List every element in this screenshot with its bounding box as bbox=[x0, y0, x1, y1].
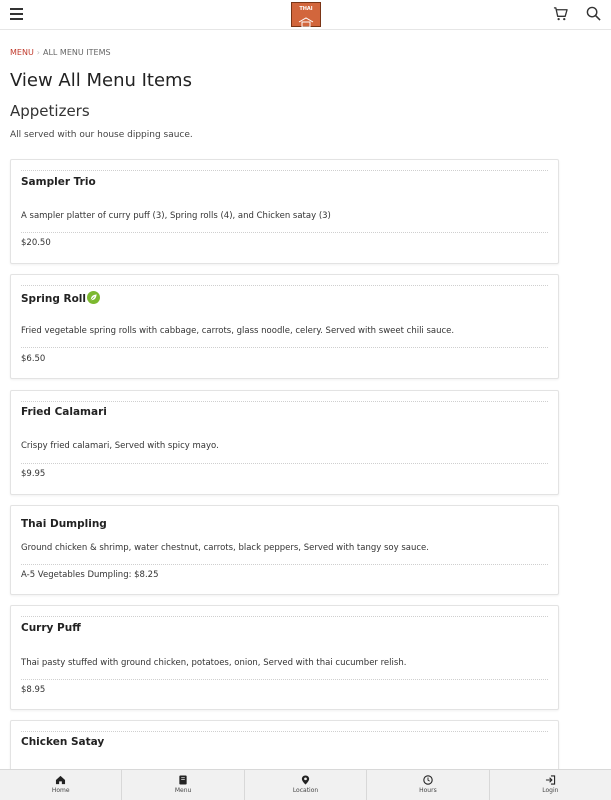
logo-house-icon bbox=[298, 17, 314, 27]
breadcrumb-menu-link[interactable]: MENU bbox=[10, 48, 34, 57]
item-name[interactable]: Chicken Satay bbox=[21, 736, 105, 748]
section-description: All served with our house dipping sauce. bbox=[10, 130, 193, 140]
menu-item-card[interactable] bbox=[10, 159, 559, 264]
card-divider bbox=[21, 401, 548, 402]
hamburger-icon[interactable] bbox=[10, 8, 23, 19]
card-divider bbox=[21, 679, 548, 680]
bottom-nav bbox=[0, 769, 611, 800]
nav-home[interactable] bbox=[0, 770, 122, 800]
card-divider bbox=[21, 232, 548, 233]
item-name[interactable]: Fried Calamari bbox=[21, 406, 107, 418]
location-pin-icon bbox=[301, 775, 310, 785]
nav-label: Hours bbox=[419, 787, 437, 794]
card-divider bbox=[21, 347, 548, 348]
nav-label: Location bbox=[292, 787, 319, 794]
item-price: $20.50 bbox=[21, 238, 51, 248]
item-description: Fried vegetable spring rolls with cabbage, carrots, glass noodle, celery. Served with sweet chili sauce. bbox=[21, 326, 455, 336]
card-divider bbox=[21, 170, 548, 171]
card-divider bbox=[21, 616, 548, 617]
nav-location[interactable] bbox=[245, 770, 367, 800]
item-name[interactable]: Curry Puff bbox=[21, 622, 81, 634]
menu-item-card[interactable] bbox=[10, 605, 559, 710]
nav-label: Menu bbox=[174, 787, 192, 794]
item-description: Crispy fried calamari, Served with spicy mayo. bbox=[21, 441, 219, 451]
item-name-row[interactable] bbox=[21, 291, 100, 305]
nav-label: Home bbox=[51, 787, 70, 794]
search-icon[interactable] bbox=[586, 6, 601, 21]
menu-item-card[interactable] bbox=[10, 505, 559, 595]
item-name[interactable]: Sampler Trio bbox=[21, 176, 96, 188]
clock-icon bbox=[423, 775, 433, 785]
item-name: Spring Roll bbox=[21, 293, 86, 305]
login-icon bbox=[545, 775, 556, 785]
restaurant-logo[interactable] bbox=[291, 2, 321, 27]
item-name[interactable]: Thai Dumpling bbox=[21, 518, 107, 530]
cart-icon[interactable] bbox=[553, 6, 568, 21]
section-title: Appetizers bbox=[10, 102, 90, 120]
item-price: $6.50 bbox=[21, 354, 46, 364]
menu-book-icon bbox=[178, 775, 188, 785]
nav-hours[interactable] bbox=[367, 770, 489, 800]
card-divider bbox=[21, 564, 548, 565]
nav-label: Login bbox=[542, 787, 559, 794]
page-title: View All Menu Items bbox=[10, 70, 192, 91]
leaf-icon bbox=[87, 291, 100, 304]
item-description: Ground chicken & shrimp, water chestnut, carrots, black peppers, Served with tangy soy sauce. bbox=[21, 543, 429, 553]
nav-menu[interactable] bbox=[122, 770, 244, 800]
breadcrumb-current: ALL MENU ITEMS bbox=[43, 48, 111, 57]
top-bar bbox=[0, 0, 611, 30]
item-description: Thai pasty stuffed with ground chicken, potatoes, onion, Served with thai cucumber relish. bbox=[21, 658, 407, 668]
item-description: A sampler platter of curry puff (3), Spring rolls (4), and Chicken satay (3) bbox=[21, 211, 331, 221]
card-divider bbox=[21, 285, 548, 286]
breadcrumb-separator: › bbox=[36, 48, 40, 57]
breadcrumb bbox=[10, 48, 111, 57]
item-price: $9.95 bbox=[21, 469, 46, 479]
nav-login[interactable] bbox=[490, 770, 611, 800]
card-divider bbox=[21, 731, 548, 732]
item-price: $8.95 bbox=[21, 685, 46, 695]
menu-item-card[interactable] bbox=[10, 390, 559, 495]
menu-item-card[interactable] bbox=[10, 274, 559, 379]
item-price: A-5 Vegetables Dumpling: $8.25 bbox=[21, 570, 159, 580]
card-divider bbox=[21, 463, 548, 464]
home-icon bbox=[55, 775, 66, 785]
logo-text: THAI bbox=[299, 6, 313, 12]
